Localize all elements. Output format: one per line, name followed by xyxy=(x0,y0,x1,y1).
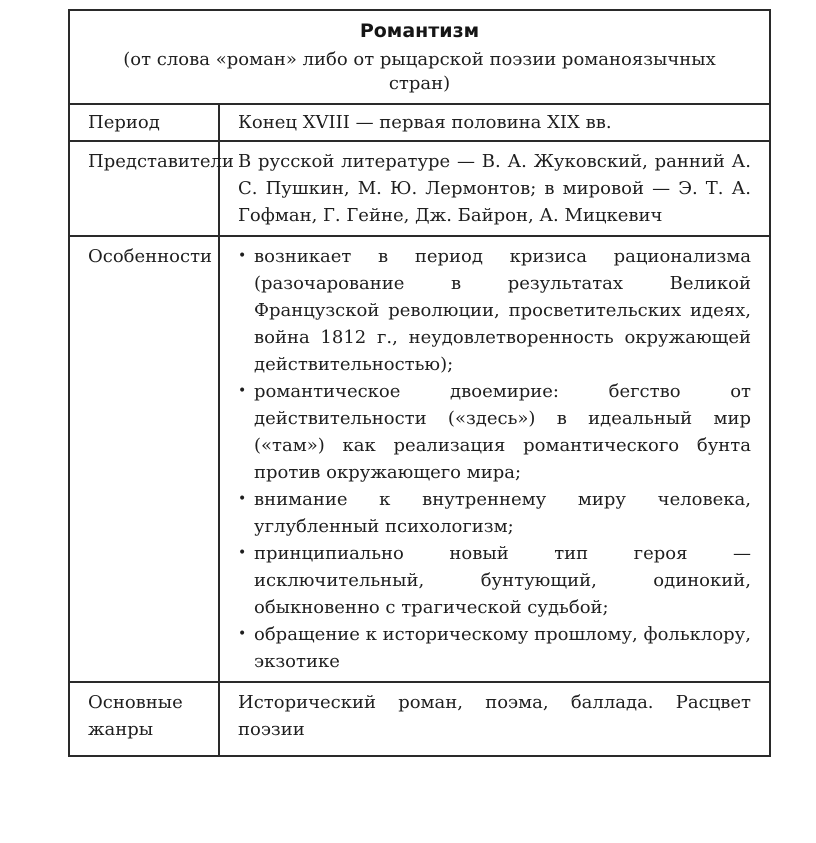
row-content-period: Конец XVIII — первая половина XIX вв. xyxy=(238,112,612,133)
row-label-representatives: Представители xyxy=(70,142,220,235)
row-content-genres: Исторический роман, поэма, баллада. Расцвет поэзии xyxy=(238,692,751,740)
romanticism-table xyxy=(68,9,771,757)
table-title: Романтизм xyxy=(359,20,480,42)
list-item xyxy=(238,243,751,378)
feature-text: обращение к историческому прошлому, фольклору, экзотике xyxy=(254,624,751,672)
row-features xyxy=(70,237,769,683)
list-item xyxy=(238,486,751,540)
list-item xyxy=(238,378,751,486)
row-representatives xyxy=(70,142,769,237)
bullet-icon: • xyxy=(238,248,247,264)
bullet-icon: • xyxy=(238,383,247,399)
table-subtitle: (от слова «роман» либо от рыцарской поэзии романоязычных стран) xyxy=(123,49,716,94)
feature-text: принципиально новый тип героя — исключительный, бунтующий, одинокий, обыкновенно с трагической судьбой; xyxy=(254,543,751,618)
row-genres xyxy=(70,683,769,755)
table-header xyxy=(70,11,769,105)
row-content-representatives: В русской литературе — В. А. Жуковский, ранний А. С. Пушкин, М. Ю. Лермонтов; в мировой — Э. Т. А. Гофман, Г. Гейне, Дж. Байрон, А. Мицкевич xyxy=(238,151,751,226)
row-label-features: Особенности xyxy=(70,237,220,681)
row-label-period: Период xyxy=(70,105,220,140)
row-label-genres: Основные жанры xyxy=(70,683,220,755)
bullet-icon: • xyxy=(238,626,247,642)
bullet-icon: • xyxy=(238,491,247,507)
list-item xyxy=(238,540,751,621)
row-content-features xyxy=(220,237,769,681)
feature-text: возникает в период кризиса рационализма (разочарование в результатах Великой Французской революции, просветительских идеях, война 1812 г., неудовлетворенность окружающей действительностью); xyxy=(254,246,751,375)
list-item xyxy=(238,621,751,675)
bullet-icon: • xyxy=(238,545,247,561)
row-period xyxy=(70,105,769,142)
feature-text: внимание к внутреннему миру человека, углубленный психологизм; xyxy=(254,489,751,537)
features-list xyxy=(238,243,751,675)
feature-text: романтическое двоемирие: бегство от действительности («здесь») в идеальный мир («там») как реализация романтического бунта против окружающего мира; xyxy=(254,381,751,483)
